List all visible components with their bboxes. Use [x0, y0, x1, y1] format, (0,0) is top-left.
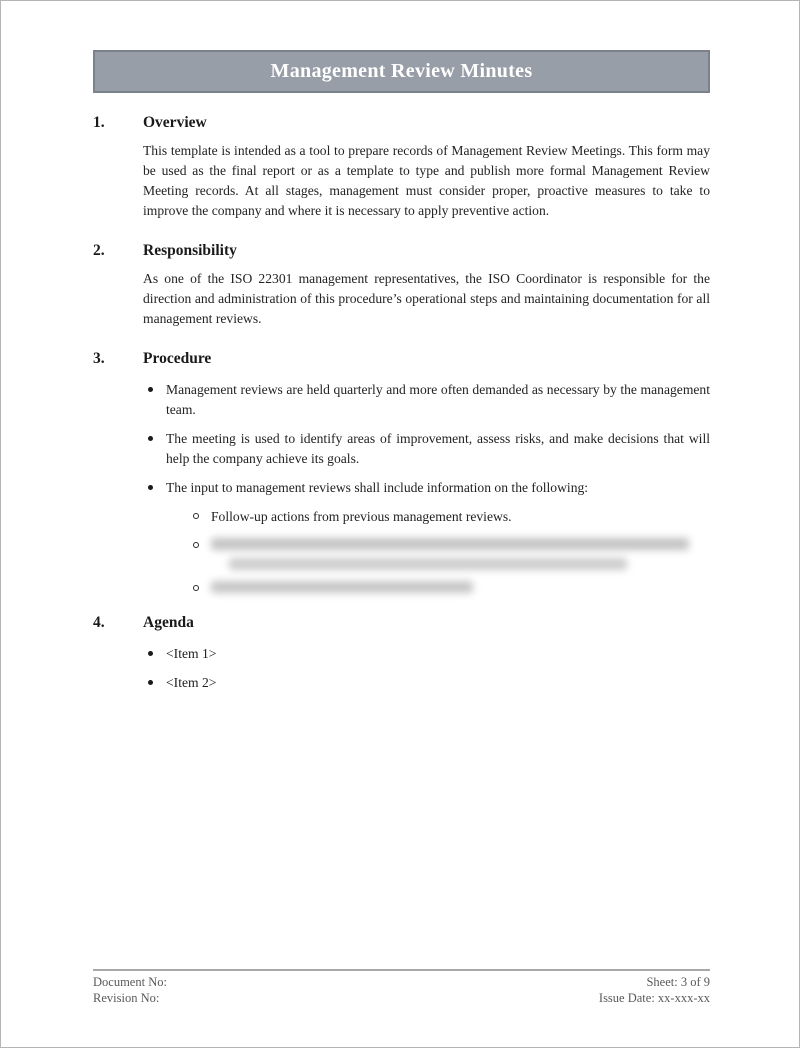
- sheet-label: Sheet: 3 of 9: [646, 975, 710, 989]
- overview-paragraph: This template is intended as a tool to prepare records of Management Review Meetings. This form may be used as the final report or as a template to type and publish more formal Management Review Meeting records. At all stages, management must consider proper, proactive measures to take to improve the company and where it is necessary to apply preventive action.: [143, 143, 710, 218]
- revision-no-label: Revision No:: [93, 991, 160, 1005]
- bullet-gutter: [93, 478, 166, 498]
- footer-left: [93, 974, 167, 1006]
- section-heading-responsibility: [93, 242, 710, 260]
- disc-bullet-icon: [148, 680, 153, 685]
- redacted-text-blur: [211, 579, 710, 593]
- procedure-sub-bullet-item-redacted: [93, 536, 710, 570]
- page-footer: [93, 969, 710, 1006]
- procedure-bullet-item: [93, 429, 710, 469]
- sub-bullet-gutter: [93, 579, 211, 593]
- section-heading-procedure: [93, 350, 710, 368]
- footer-right: [599, 974, 710, 1006]
- bullet-gutter: [93, 673, 166, 693]
- sub-bullet-gutter: [93, 536, 211, 570]
- redacted-text-blur: [211, 536, 710, 570]
- section-title: Procedure: [143, 350, 212, 367]
- procedure-bullet-item: [93, 380, 710, 420]
- bullet-text: The input to management reviews shall include information on the following:: [166, 480, 589, 495]
- bullet-text: Management reviews are held quarterly and more often demanded as necessary by the management team.: [166, 382, 710, 417]
- circle-bullet-icon: [193, 513, 199, 519]
- circle-bullet-icon: [193, 585, 199, 591]
- disc-bullet-icon: [148, 436, 153, 441]
- bullet-gutter: [93, 429, 166, 469]
- section-title: Responsibility: [143, 242, 237, 259]
- blurred-line: [229, 558, 627, 570]
- document-title-banner: [93, 50, 710, 93]
- section-number: 2.: [93, 242, 105, 259]
- bullet-gutter: [93, 644, 166, 664]
- section-heading-overview: [93, 114, 710, 132]
- agenda-item: [93, 644, 710, 664]
- disc-bullet-icon: [148, 651, 153, 656]
- sub-bullet-gutter: [93, 507, 211, 527]
- blurred-line: [211, 581, 473, 593]
- document-no-label: Document No:: [93, 975, 167, 989]
- section-title: Overview: [143, 114, 207, 131]
- blurred-line: [211, 538, 689, 550]
- circle-bullet-icon: [193, 542, 199, 548]
- procedure-bullet-item: [93, 478, 710, 498]
- agenda-item: [93, 673, 710, 693]
- agenda-item-text: <Item 1>: [166, 646, 217, 661]
- issue-date-label: Issue Date: xx-xxx-xx: [598, 991, 710, 1005]
- procedure-sub-bullet-item-redacted: [93, 579, 710, 593]
- section-heading-agenda: [93, 614, 710, 632]
- responsibility-paragraph: As one of the ISO 22301 management representatives, the ISO Coordinator is responsible for the direction and administration of this procedure’s operational steps and maintaining documentation for all management reviews.: [143, 271, 710, 326]
- bullet-text: The meeting is used to identify areas of improvement, assess risks, and make decisions that will help the company achieve its goals.: [166, 431, 710, 466]
- disc-bullet-icon: [148, 485, 153, 490]
- agenda-item-text: <Item 2>: [166, 675, 217, 690]
- sub-bullet-text: Follow-up actions from previous management reviews.: [211, 509, 512, 524]
- section-number: 4.: [93, 614, 105, 631]
- section-title: Agenda: [143, 614, 194, 631]
- procedure-sub-bullet-item: [93, 507, 710, 527]
- disc-bullet-icon: [148, 387, 153, 392]
- bullet-gutter: [93, 380, 166, 420]
- document-title: Management Review Minutes: [270, 60, 533, 82]
- document-content: [1, 50, 799, 693]
- section-number: 3.: [93, 350, 105, 367]
- section-number: 1.: [93, 114, 105, 131]
